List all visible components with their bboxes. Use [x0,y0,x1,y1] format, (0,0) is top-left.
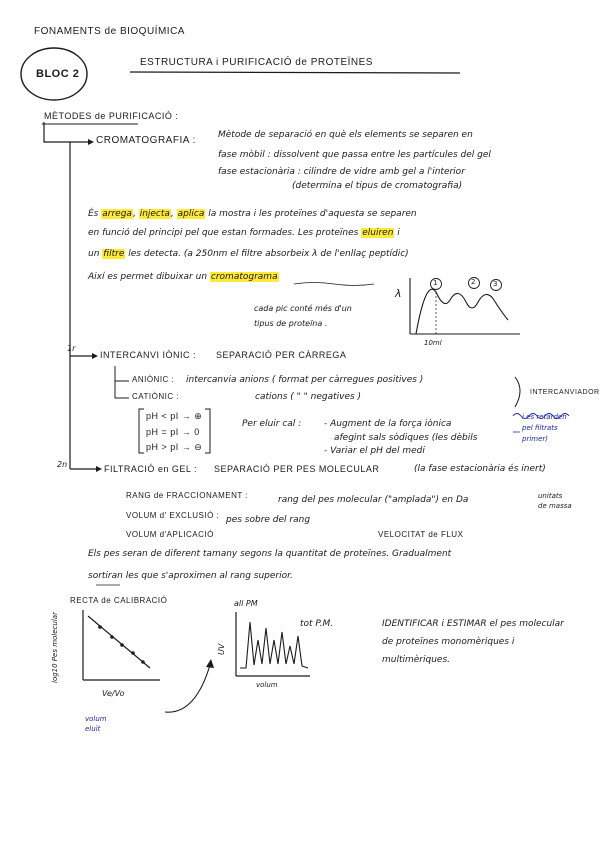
rang-label: RANG de FRACCIONAMENT : [126,491,249,500]
filtr-num: 2n [57,460,68,469]
section-title: MÈTODES de PURIFICACIÓ : [44,111,179,121]
side-note-1: i es retarden [522,413,567,421]
ph-bracket-left [139,409,144,453]
crom-p3: un filtre les detecta. (a 250nm el filtre absorbeix λ de l'enllaç peptídic) [88,249,409,259]
crom-p4: Així es permet dibuixar un cromatograma [88,272,278,282]
peak-label-2: 2 [471,278,476,286]
calib-note-2: eluït [85,725,101,733]
crom-note-1: cada pic conté més d'un [254,304,352,313]
ionic-num: 1r [67,344,76,353]
calib-yaxis: log10 Pes molecular [51,612,59,683]
cationic-text: cations ( " " negatives ) [255,392,362,402]
crom-def4: (determina el tipus de cromatografia) [292,181,463,191]
crom-label: CROMATOGRAFIA : [96,135,196,146]
elute-1: - Augment de la força iònica [324,419,452,429]
ph-row-2: pH = pI → 0 [146,427,200,437]
calib-title: RECTA de CALIBRACIÓ [70,596,168,605]
volum-excl-text: pes sobre del rang [226,515,311,525]
side-note-3: primer) [522,435,549,443]
graph-lambda: λ [395,287,402,300]
elute-intro: Per eluir cal : [242,419,302,429]
ionic-label: INTERCANVI IÒNIC : [100,350,197,360]
crom-p1: És arrega, injecta, aplica la mostra i les proteïnes d'aquesta se separen [88,209,417,219]
crom-note-2: tipus de proteïna . [254,319,328,328]
anionic-label: ANIÒNIC : [132,375,175,384]
uv-chromatogram [236,612,310,676]
chrom-xaxis: volum [256,681,278,689]
volum-apl: VOLUM d'APLICACIÓ [126,530,214,539]
elute-3: - Variar el pH del medi [324,446,425,456]
ph-row-3: pH > pI → ⊖ [146,442,203,452]
graph-xlabel: 10ml [424,339,442,347]
ionic-sub-branch [115,366,129,398]
curved-arrow [165,665,210,712]
crom-def2: fase mòbil : dissolvent que passa entre les partícules del gel [218,150,491,160]
unitat-2: de massa [538,502,572,510]
volum-excl-label: VOLUM d' EXCLUSIÓ : [126,511,220,520]
velocitat: VELOCITAT de FLUX [378,530,464,539]
ph-bracket-right [205,409,210,453]
rang-text: rang del pes molecular ("amplada") en Da [278,495,469,505]
peak-label-1: 1 [433,279,438,287]
chrom-title: all PM [234,599,258,608]
arrow-head-crom [88,139,94,145]
calib-xaxis: Ve/Vo [102,689,125,698]
filtr-p1: Els pes seran de diferent tamany segons la quantitat de proteïnes. Gradualment [88,549,452,559]
elute-2: afegint sals sòdiques (les dèbils [334,433,478,443]
crom-p2: en funció del principi pel que estan formades. Les proteïnes eluiren i [88,228,400,238]
page-title: ESTRUCTURA i PURIFICACIÓ de PROTEÏNES [140,57,373,68]
course-title: FONAMENTS de BIOQUÍMICA [34,26,185,37]
tree-line-top [44,122,88,142]
cationic-label: CATIÒNIC : [132,392,180,401]
filtr-label: FILTRACIÓ en GEL : [104,464,198,474]
crom-def3: fase estacionària : cilindre de vidre amb gel a l'interior [218,167,465,177]
crom-def1: Mètode de separació en què els elements se separen en [218,130,473,140]
identify-3: multimèriques. [382,655,451,665]
arrow-head-ionic [92,353,98,359]
filtr-p2: sortiran les que s'aproximen al rang superior. [88,571,293,581]
title-underline [130,72,460,73]
chromatogram-graph [410,278,520,335]
ph-row-1: pH < pI → ⊕ [146,411,203,421]
bloc-label: BLOC 2 [36,68,80,80]
filtr-desc-note: (la fase estacionària és inert) [414,464,546,474]
ionic-desc: SEPARACIÓ PER CÀRREGA [216,350,347,360]
intercanviador-note: INTERCANVIADOR [530,389,600,396]
peak-label-3: 3 [493,280,498,288]
chrom-note: tot P.M. [300,619,334,629]
unitat-1: unitats [538,492,563,500]
filtr-desc: SEPARACIÓ PER PES MOLECULAR [214,464,380,474]
intercanviador-bracket [515,377,520,407]
identify-1: IDENTIFICAR i ESTIMAR el pes molecular [382,619,564,629]
arrow-head-filtr [96,466,102,472]
chrom-yaxis: UV [217,643,226,655]
cromatograma-underline [294,283,374,286]
identify-2: de proteïnes monomèriques i [382,637,515,647]
calib-note-1: volum [85,715,107,723]
side-note-2: pel filtrats [522,424,558,432]
anionic-text: intercanvia anions ( format per càrregues positives ) [186,375,424,385]
